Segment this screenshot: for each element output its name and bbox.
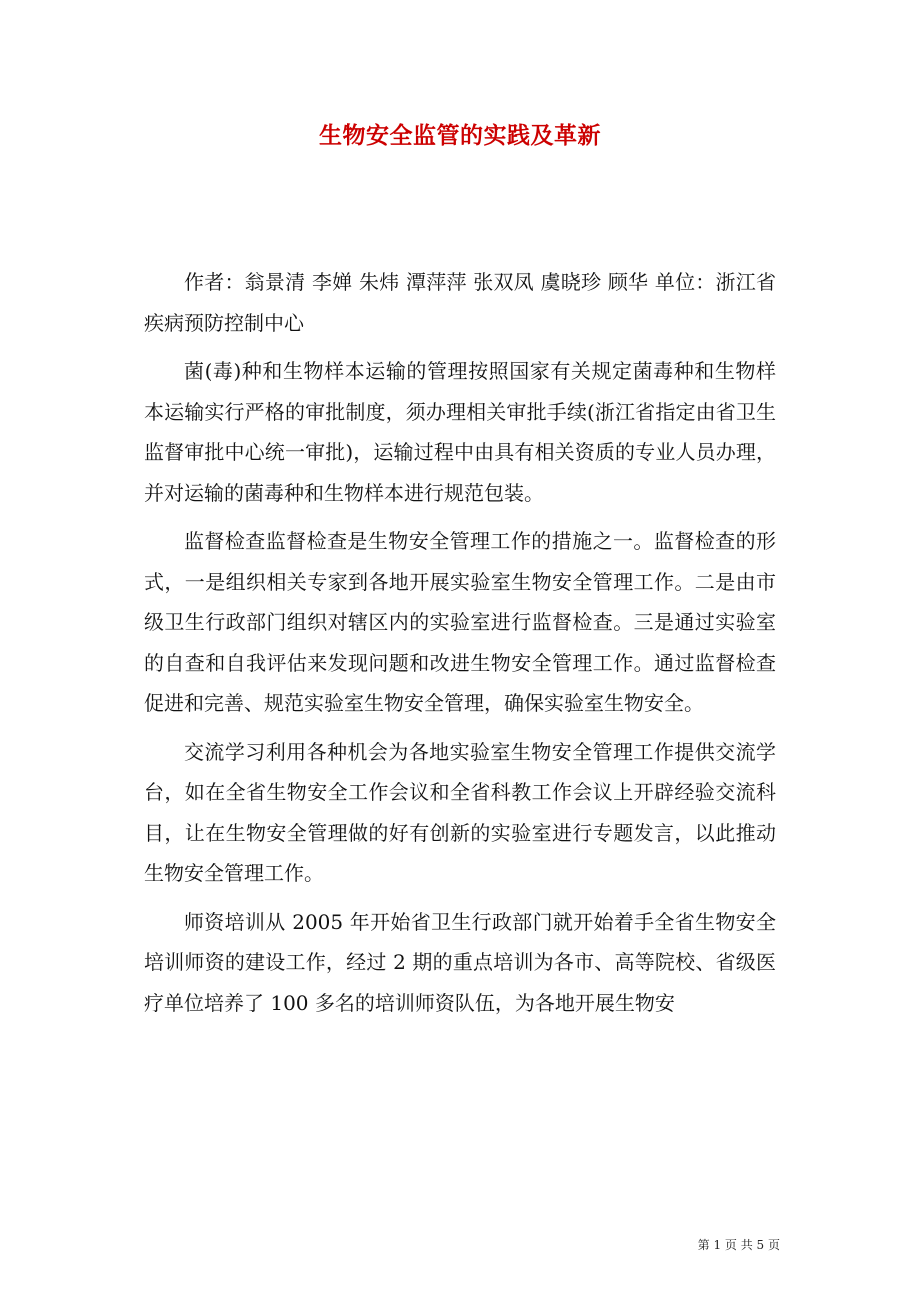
body-paragraph: 师资培训从 2005 年开始省卫生行政部门就开始着手全省生物安全培训师资的建设工作，经过 2 期的重点培训为各市、高等院校、省级医疗单位培养了 100 多名的培训师资队伍，为各地开展生物安 xyxy=(144,909,776,1015)
document-body xyxy=(144,262,776,1031)
page-number-footer: 第 1 页 共 5 页 xyxy=(697,1238,780,1252)
author-paragraph: 作者：翁景清 李婵 朱炜 潭萍萍 张双凤 虞晓珍 顾华 单位：浙江省疾病预防控制中心 xyxy=(144,270,776,335)
document-title: 生物安全监管的实践及革新 xyxy=(319,123,601,149)
body-paragraph: 监督检查监督检查是生物安全管理工作的措施之一。监督检查的形式，一是组织相关专家到各地开展实验室生物安全管理工作。二是由市级卫生行政部门组织对辖区内的实验室进行监督检查。三是通过实验室的自查和自我评估来发现问题和改进生物安全管理工作。通过监督检查促进和完善、规范实验室生物安全管理，确保实验室生物安全。 xyxy=(144,529,776,715)
body-paragraph: 交流学习利用各种机会为各地实验室生物安全管理工作提供交流学台，如在全省生物安全工作会议和全省科教工作会议上开辟经验交流科目，让在生物安全管理做的好有创新的实验室进行专题发言，以此推动生物安全管理工作。 xyxy=(144,739,776,885)
body-paragraph: 菌(毒)种和生物样本运输的管理按照国家有关规定菌毒种和生物样本运输实行严格的审批制度，须办理相关审批手续(浙江省指定由省卫生监督审批中心统一审批)，运输过程中由具有相关资质的专业人员办理，并对运输的菌毒种和生物样本进行规范包装。 xyxy=(144,359,776,505)
